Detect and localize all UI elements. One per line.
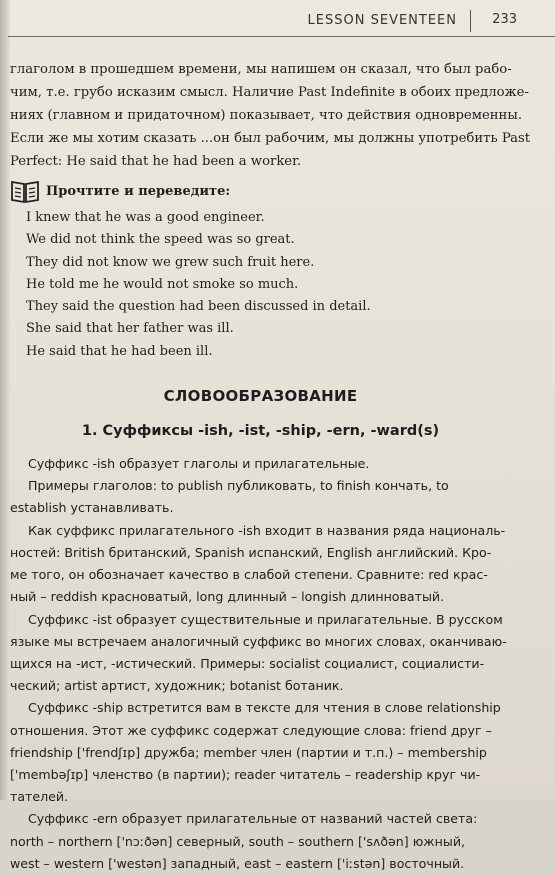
intro-line: Если же мы хотим сказать ...он был рабочим, мы должны употребить Past: [10, 131, 531, 146]
exercise-sentence: We did not think the speed was so great.: [26, 232, 295, 248]
paragraph-line: Суффикс -ship встретится вам в тексте для чтения в слове relationship: [28, 700, 501, 716]
section-title: СЛОВООБРАЗОВАНИЕ: [163, 387, 358, 406]
paragraph-line: отношения. Этот же суффикс содержат следующие слова: friend друг –: [10, 722, 492, 738]
intro-line: чим, т.е. грубо исказим смысл. Наличие Past Indefinite в обоих предложе-: [10, 85, 529, 100]
exercise-heading: [10, 178, 511, 204]
paragraph-line: ческий; artist артист, художник; botanist ботаник.: [10, 678, 344, 694]
paragraph-line: ['membəʃɪp] членство (в партии); reader читатель – readership круг чи-: [10, 766, 481, 782]
paragraph-line: щихся на -ист, -истический. Примеры: socialist социалист, социалисти-: [10, 655, 485, 671]
page-binding-edge: [0, 0, 10, 800]
paragraph-line: ный – reddish красноватый, long длинный – longish длинноватый.: [10, 589, 445, 605]
header-rule: [8, 36, 555, 37]
page-header: [0, 4, 555, 34]
paragraph-line: friendship ['frendʃɪp] дружба; member член (партии и т.п.) – membership: [10, 744, 487, 760]
paragraph-line: Суффикс -ish образует глаголы и прилагательные.: [28, 456, 370, 472]
running-head: LESSON SEVENTEEN: [307, 13, 457, 28]
paragraph-line: ме того, он обозначает качество в слабой степени. Сравните: red крас-: [10, 567, 488, 583]
header-divider: [470, 10, 471, 32]
paragraph-line: Суффикс -ist образует существительные и прилагательные. В русском: [28, 611, 503, 627]
exercise-sentence: She said that her father was ill.: [26, 321, 234, 337]
intro-line: ниях (главном и придаточном) показывает, что действия одновременны.: [10, 108, 523, 123]
exercise-sentence: He said that he had been ill.: [26, 343, 213, 359]
exercise-sentence: They said the question had been discussed in detail.: [26, 299, 371, 315]
word-formation-text: [10, 453, 511, 875]
paragraph-line: Суффикс -ern образует прилагательные от названий частей света:: [28, 811, 478, 827]
intro-line: Perfect: He said that he had been a worker.: [10, 154, 302, 169]
exercise-sentence: He told me he would not smoke so much.: [26, 276, 299, 292]
paragraph-line: Примеры глаголов: to publish публиковать, to finish кончать, to: [28, 478, 449, 494]
open-book-icon: [10, 178, 40, 204]
page-number: 233: [492, 12, 517, 27]
subsection-title: 1. Суффиксы -ish, -ist, -ship, -ern, -ward(s): [81, 423, 440, 440]
exercise-sentence: I knew that he was a good engineer.: [26, 210, 265, 225]
paragraph-line: Как суффикс прилагательного -ish входит в названия ряда националь-: [28, 522, 506, 538]
exercise-title: Прочтите и переведите:: [46, 183, 231, 199]
paragraph-line: north – northern ['nɔːðən] северный, south – southern ['sʌðən] южный,: [10, 833, 466, 849]
exercise-sentences: [10, 207, 511, 363]
paragraph-line: языке мы встречаем аналогичный суффикс во многих словах, оканчиваю-: [10, 633, 507, 649]
intro-paragraph: [10, 58, 531, 173]
intro-line: глаголом в прошедшем времени, мы напишем он сказал, что был рабо-: [10, 62, 512, 77]
paragraph-line: ностей: British британский, Spanish испанский, English английский. Кро-: [10, 544, 492, 560]
paragraph-line: west – western ['westən] западный, east – eastern ['iːstən] восточный.: [10, 855, 465, 871]
page-body: [10, 58, 531, 875]
paragraph-line: establish устанавливать.: [10, 500, 174, 516]
paragraph-line: тателей.: [10, 789, 69, 805]
exercise-sentence: They did not know we grew such fruit here.: [26, 254, 315, 270]
